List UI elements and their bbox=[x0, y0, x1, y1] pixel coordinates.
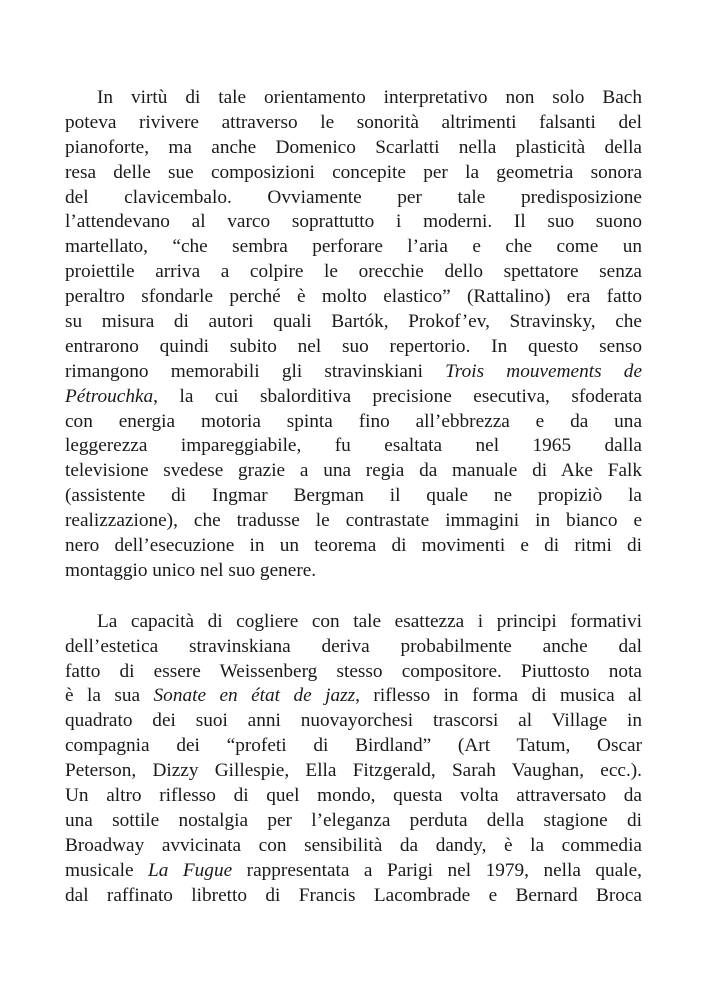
text-line: Broadway avvicinata con sensibilità da dandy, è la commedia bbox=[65, 834, 642, 856]
text-line: nero dell’esecuzione in un teorema di movimenti e di ritmi di bbox=[65, 535, 642, 557]
text-line: compagnia dei “profeti di Birdland” (Art Tatum, Oscar bbox=[65, 735, 642, 757]
text-line: televisione svedese grazie a una regia da manuale di Ake Falk bbox=[65, 460, 642, 482]
text-line bbox=[65, 385, 642, 410]
text-line: peraltro sfondarle perché è molto elastico” (Rattalino) era fatto bbox=[65, 286, 642, 308]
text-line: montaggio unico nel suo genere. bbox=[65, 559, 317, 581]
text-line: (assistente di Ingmar Bergman il quale ne propiziò la bbox=[65, 485, 642, 507]
text-line: una sottile nostalgia per l’eleganza perduta della stagione di bbox=[65, 809, 642, 831]
text-line: realizzazione), che tradusse le contrastate immagini in bianco e bbox=[65, 510, 642, 532]
text-line: proiettile arriva a colpire le orecchie dello spettatore senza bbox=[65, 261, 642, 283]
text-run: rappresentata a Parigi nel 1979, nella quale, bbox=[232, 859, 642, 881]
paragraph-1 bbox=[65, 86, 642, 584]
paragraph-2 bbox=[65, 610, 642, 909]
text-line: fatto di essere Weissenberg stesso compositore. Piuttosto nota bbox=[65, 660, 642, 682]
text-line: pianoforte, ma anche Domenico Scarlatti nella plasticità della bbox=[65, 136, 642, 158]
text-line: martellato, “che sembra perforare l’aria e che come un bbox=[65, 236, 642, 258]
text-line: dell’estetica stravinskiana deriva probabilmente anche dal bbox=[65, 635, 642, 657]
text-line: resa delle sue composizioni concepite per la geometria sonora bbox=[65, 161, 642, 183]
text-line: leggerezza impareggiabile, fu esaltata nel 1965 dalla bbox=[65, 435, 642, 457]
text-line: La capacità di cogliere con tale esattezza i principi formativi bbox=[97, 610, 642, 632]
document-page bbox=[65, 86, 642, 909]
text-line: con energia motoria spinta fino all’ebbrezza e da una bbox=[65, 410, 642, 432]
text-line: entrarono quindi subito nel suo repertorio. In questo senso bbox=[65, 335, 642, 357]
work-title: Trois mouvements de bbox=[445, 360, 643, 382]
text-run: , riflesso in forma di musica al bbox=[355, 685, 642, 707]
text-line: Peterson, Dizzy Gillespie, Ella Fitzgerald, Sarah Vaughan, ecc.). bbox=[65, 760, 642, 782]
text-line bbox=[65, 859, 642, 884]
text-line: l’attendevano al varco soprattutto i moderni. Il suo suono bbox=[65, 211, 642, 233]
text-run: musicale bbox=[65, 859, 149, 881]
text-line: su misura di autori quali Bartók, Prokof’ev, Stravinsky, che bbox=[65, 311, 642, 333]
text-run: , la cui sbalorditiva precisione esecutiva, sfoderata bbox=[153, 385, 642, 407]
text-line: poteva rivivere attraverso le sonorità altrimenti falsanti del bbox=[65, 111, 642, 133]
text-run: è la sua bbox=[65, 685, 154, 707]
text-run: rimangono memorabili gli stravinskiani bbox=[65, 360, 446, 382]
text-line: del clavicembalo. Ovviamente per tale predisposizione bbox=[65, 186, 642, 208]
text-line bbox=[65, 684, 642, 709]
text-line: quadrato dei suoi anni nuovayorchesi trascorsi al Village in bbox=[65, 710, 642, 732]
work-title: Sonate en état de jazz bbox=[153, 685, 356, 707]
text-line bbox=[65, 360, 642, 385]
work-title: La Fugue bbox=[148, 859, 233, 881]
text-line: Un altro riflesso di quel mondo, questa volta attraversato da bbox=[65, 785, 642, 807]
work-title: Pétrouchka bbox=[65, 385, 154, 407]
text-line: dal raffinato libretto di Francis Lacombrade e Bernard Broca bbox=[65, 884, 642, 906]
text-line: In virtù di tale orientamento interpretativo non solo Bach bbox=[97, 87, 642, 108]
